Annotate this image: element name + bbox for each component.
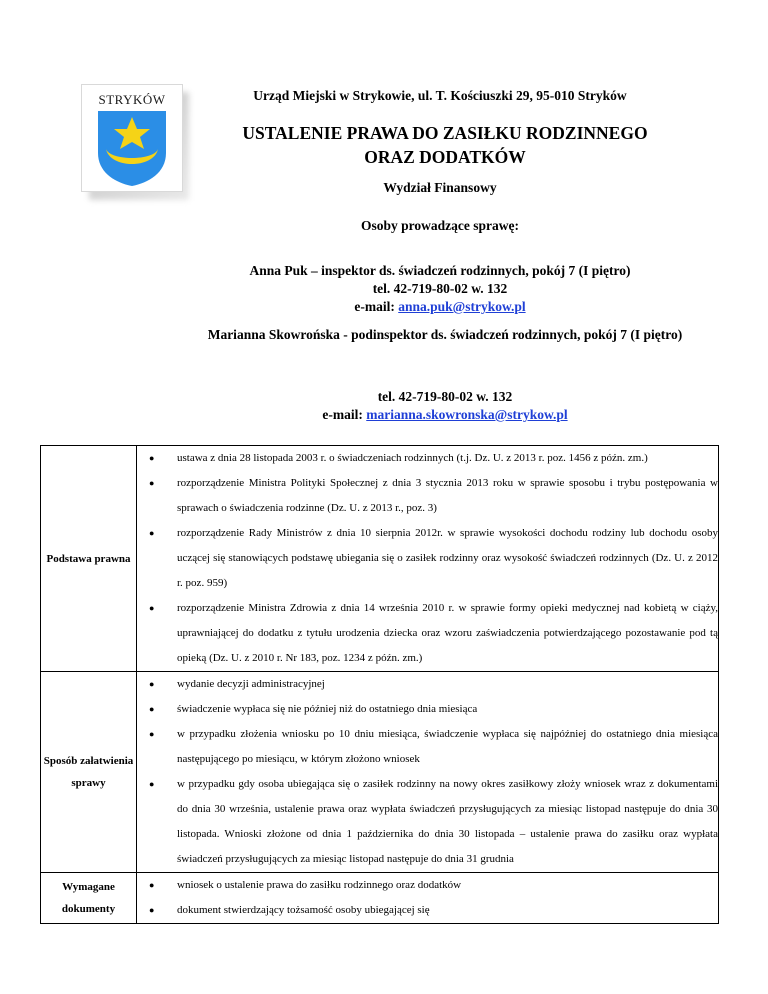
section-content — [137, 672, 719, 873]
contact-name-role: Anna Puk – inspektor ds. świadczeń rodzinnych, pokój 7 (I piętro) — [249, 263, 631, 278]
email-label: e-mail: — [354, 299, 399, 314]
contact-name-role: Marianna Skowrońska - podinspektor ds. świadczeń rodzinnych, pokój 7 (I piętro) — [207, 327, 683, 342]
list-item: ● w przypadku gdy osoba ubiegająca się o zasiłek rodzinny na nowy okres zasiłkowy złoży wniosek wraz z dokumentami do dnia 30 września, ustalenie prawa oraz wypłata świadczeń przysługujących za miesiąc listopad następuje do dnia 30 listopada. Wnioski złożone od dnia 1 października do dnia 30 listopada – ustalenie prawa do zasiłku oraz wypłata świadczeń przysługujących za miesiąc listopad następuje do dnia 31 grudnia — [137, 772, 718, 872]
bullet-icon: ● — [149, 704, 155, 714]
email-link[interactable]: marianna.skowronska@strykow.pl — [366, 407, 568, 422]
contact-block-2 — [200, 326, 690, 344]
persons-heading: Osoby prowadzące sprawę: — [361, 218, 519, 233]
list-item: ● dokument stwierdzający tożsamość osoby ubiegającej się — [137, 898, 718, 923]
table-row — [41, 873, 719, 924]
city-coat-of-arms — [81, 84, 187, 198]
section-content — [137, 873, 719, 924]
bullet-icon: ● — [149, 905, 155, 915]
list-item: ● w przypadku złożenia wniosku po 10 dniu miesiąca, świadczenie wypłaca się najpóźniej do ostatniego dnia miesiąca następującego po miesiącu, w którym złożono wniosek — [137, 722, 718, 772]
contact-block-1 — [190, 262, 690, 316]
bullet-icon: ● — [149, 603, 155, 613]
table-row — [41, 446, 719, 672]
email-link[interactable]: anna.puk@strykow.pl — [398, 299, 526, 314]
bullet-icon: ● — [149, 528, 155, 538]
bullet-icon: ● — [149, 779, 155, 789]
bullet-icon: ● — [149, 453, 155, 463]
procedure-table — [40, 445, 719, 924]
bullet-icon: ● — [149, 729, 155, 739]
list-item: ● rozporządzenie Ministra Polityki Społecznej z dnia 3 stycznia 2013 roku w sprawie sposobu i trybu postępowania w sprawach o świadczenia rodzinne (Dz. U. z 2013 r., poz. 3) — [137, 471, 718, 521]
page-title: USTALENIE PRAWA DO ZASIŁKU RODZINNEGO ORAZ DODATKÓW — [242, 123, 648, 167]
table-row — [41, 672, 719, 873]
list-item: ● rozporządzenie Rady Ministrów z dnia 10 sierpnia 2012r. w sprawie wysokości dochodu rodziny lub dochodu osoby uczącej się stanowiących podstawę ubiegania się o zasiłek rodzinny oraz wysokość świadczeń rodzinnych (Dz. U. z 2012 r. poz. 959) — [137, 521, 718, 596]
contact-email-line — [200, 406, 690, 424]
logo-card — [81, 84, 183, 192]
list-item: ● świadczenie wypłaca się nie później niż do ostatniego dnia miesiąca — [137, 697, 718, 722]
section-label: Wymagane dokumenty — [41, 873, 137, 924]
bullet-icon: ● — [149, 478, 155, 488]
department-name: Wydział Finansowy — [383, 180, 497, 195]
contact-phone: tel. 42-719-80-02 w. 132 — [372, 281, 508, 296]
list-item: ● wniosek o ustalenie prawa do zasiłku rodzinnego oraz dodatków — [137, 873, 718, 898]
contact-phone: tel. 42-719-80-02 w. 132 — [377, 389, 513, 404]
section-label: Podstawa prawna — [41, 446, 137, 672]
section-content — [137, 446, 719, 672]
list-item: ● wydanie decyzji administracyjnej — [137, 672, 718, 697]
section-label: Sposób załatwienia sprawy — [41, 672, 137, 873]
shield-icon — [96, 109, 168, 187]
logo-text: STRYKÓW — [98, 92, 166, 107]
list-item: ● ustawa z dnia 28 listopada 2003 r. o świadczeniach rodzinnych (t.j. Dz. U. z 2013 r. poz. 1456 z późn. zm.) — [137, 446, 718, 471]
office-address: Urząd Miejski w Strykowie, ul. T. Kościuszki 29, 95-010 Stryków — [253, 88, 627, 103]
bullet-icon: ● — [149, 679, 155, 689]
list-item: ● rozporządzenie Ministra Zdrowia z dnia 14 września 2010 r. w sprawie formy opieki medycznej nad kobietą w ciąży, uprawniającej do dodatku z tytułu urodzenia dziecka oraz wzoru zaświadczenia potwierdzającego pozostawanie pod tą opieką (Dz. U. z 2010 r. Nr 183, poz. 1234 z późn. zm.) — [137, 596, 718, 671]
bullet-icon: ● — [149, 880, 155, 890]
email-label: e-mail: — [322, 407, 367, 422]
contact-block-2-details — [200, 388, 690, 424]
contact-email-line — [190, 298, 690, 316]
